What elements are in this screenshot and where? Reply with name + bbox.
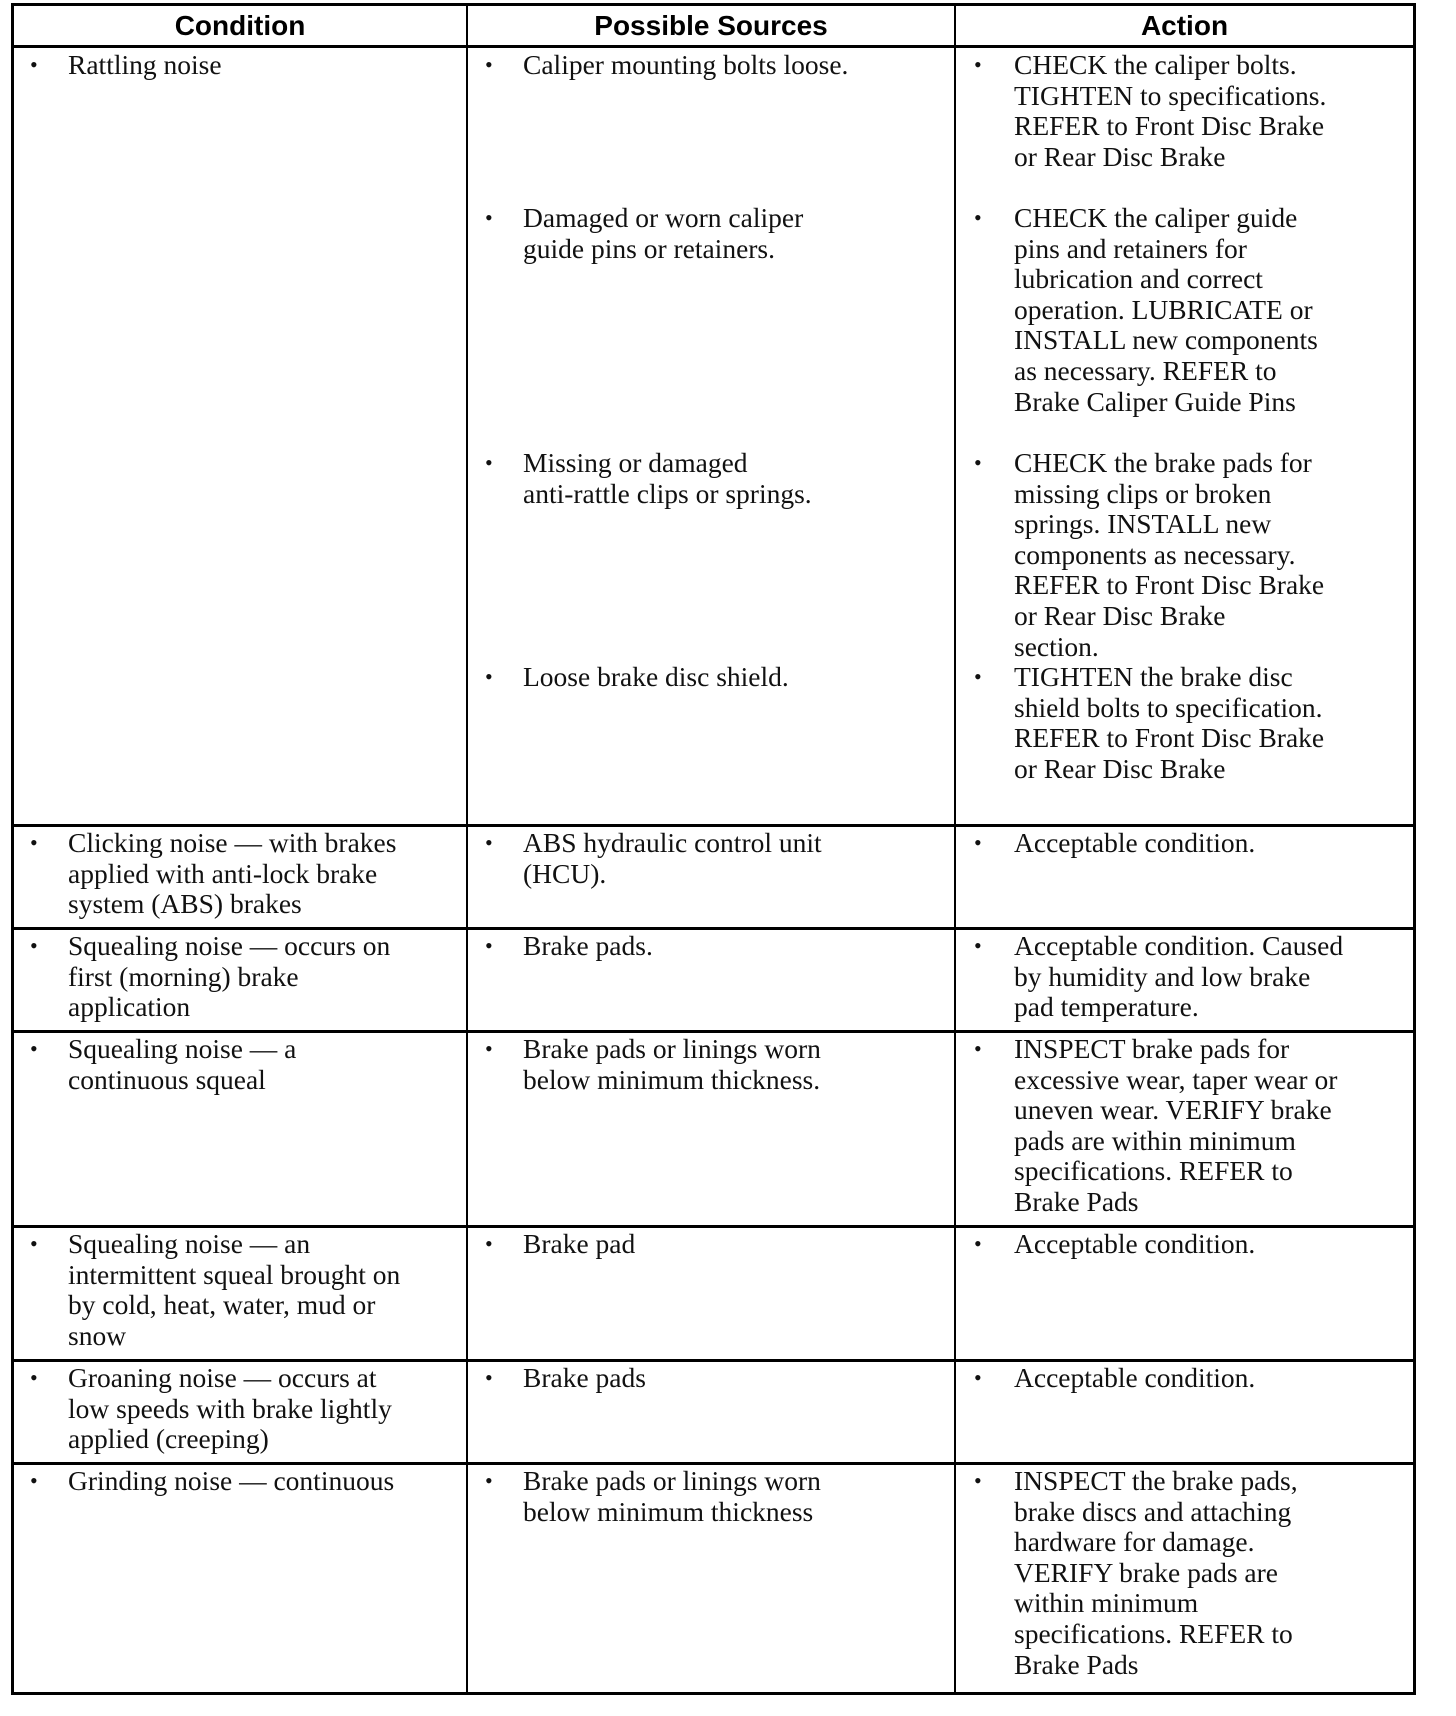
table-header [14,6,1413,48]
bullet-icon: • [30,52,38,77]
condition-cell: Rattling noise [68,49,222,80]
bullet-icon: • [485,52,493,77]
source-cell: Caliper mounting bolts loose. [523,49,849,80]
bullet-icon: • [974,205,982,230]
bullet-icon: • [30,1365,38,1390]
action-cell: Acceptable condition. [1014,827,1256,858]
bullet-icon: • [485,664,493,689]
condition-cell: Squealing noise — an intermittent squeal brought on by cold, heat, water, mud or snow [68,1228,401,1351]
bullet-icon: • [30,1036,38,1061]
bullet-icon: • [974,1231,982,1256]
source-cell: Brake pad [523,1228,636,1259]
bullet-icon: • [974,450,982,475]
source-cell: Brake pads or linings worn below minimum thickness [523,1465,821,1527]
bullet-icon: • [485,1036,493,1061]
source-cell: Damaged or worn caliper guide pins or retainers. [523,202,804,264]
action-cell: TIGHTEN the brake disc shield bolts to specification. REFER to Front Disc Brake or Rear Disc Brake [1014,661,1325,784]
condition-cell: Squealing noise — a continuous squeal [68,1033,297,1095]
bullet-icon: • [974,933,982,958]
bullet-icon: • [974,664,982,689]
action-cell: CHECK the caliper guide pins and retainers for lubrication and correct operation. LUBRICATE or INSTALL new components as necessary. REFER to Brake Caliper Guide Pins [1014,202,1318,417]
bullet-icon: • [485,450,493,475]
condition-cell: Groaning noise — occurs at low speeds with brake lightly applied (creeping) [68,1362,392,1455]
bullet-icon: • [485,205,493,230]
source-cell: Missing or damaged anti-rattle clips or springs. [523,447,812,509]
bullet-icon: • [485,1231,493,1256]
header-action: Action [1140,10,1229,41]
bullet-icon: • [974,1365,982,1390]
bullet-icon: • [974,1036,982,1061]
source-cell: Brake pads [523,1362,646,1393]
bullet-icon: • [30,933,38,958]
action-cell: Acceptable condition. [1014,1362,1256,1393]
action-cell: INSPECT brake pads for excessive wear, taper wear or uneven wear. VERIFY brake pads are within minimum specifications. REFER to Brake Pads [1014,1033,1338,1217]
bullet-icon: • [485,1468,493,1493]
source-cell: Brake pads or linings worn below minimum thickness. [523,1033,821,1095]
bullet-icon: • [485,830,493,855]
bullet-icon: • [974,1468,982,1493]
bullet-icon: • [974,52,982,77]
action-cell: Acceptable condition. [1014,1228,1256,1259]
source-cell: Brake pads. [523,930,653,961]
condition-cell: Squealing noise — occurs on first (morning) brake application [68,930,391,1023]
bullet-icon: • [974,830,982,855]
source-cell: ABS hydraulic control unit (HCU). [523,827,822,889]
bullet-icon: • [30,1468,38,1493]
header-condition: Condition [174,10,306,41]
condition-cell: Clicking noise — with brakes applied with anti-lock brake system (ABS) brakes [68,827,397,920]
action-cell: INSPECT the brake pads, brake discs and attaching hardware for damage. VERIFY brake pads are within minimum specifications. REFER to Brake Pads [1014,1465,1298,1680]
action-cell: CHECK the brake pads for missing clips or broken springs. INSTALL new components as necessary. REFER to Front Disc Brake or Rear Disc Brake section. [1014,447,1325,662]
action-cell: CHECK the caliper bolts. TIGHTEN to specifications. REFER to Front Disc Brake or Rear Disc Brake [1014,49,1327,172]
header-possible-sources: Possible Sources [594,10,828,41]
bullet-icon: • [485,1365,493,1390]
bullet-icon: • [30,830,38,855]
bullet-icon: • [485,933,493,958]
bullet-icon: • [30,1231,38,1256]
condition-cell: Grinding noise — continuous [68,1465,395,1496]
action-cell: Acceptable condition. Caused by humidity and low brake pad temperature. [1014,930,1344,1023]
diagnostic-table [11,3,1416,1695]
source-cell: Loose brake disc shield. [523,661,789,692]
